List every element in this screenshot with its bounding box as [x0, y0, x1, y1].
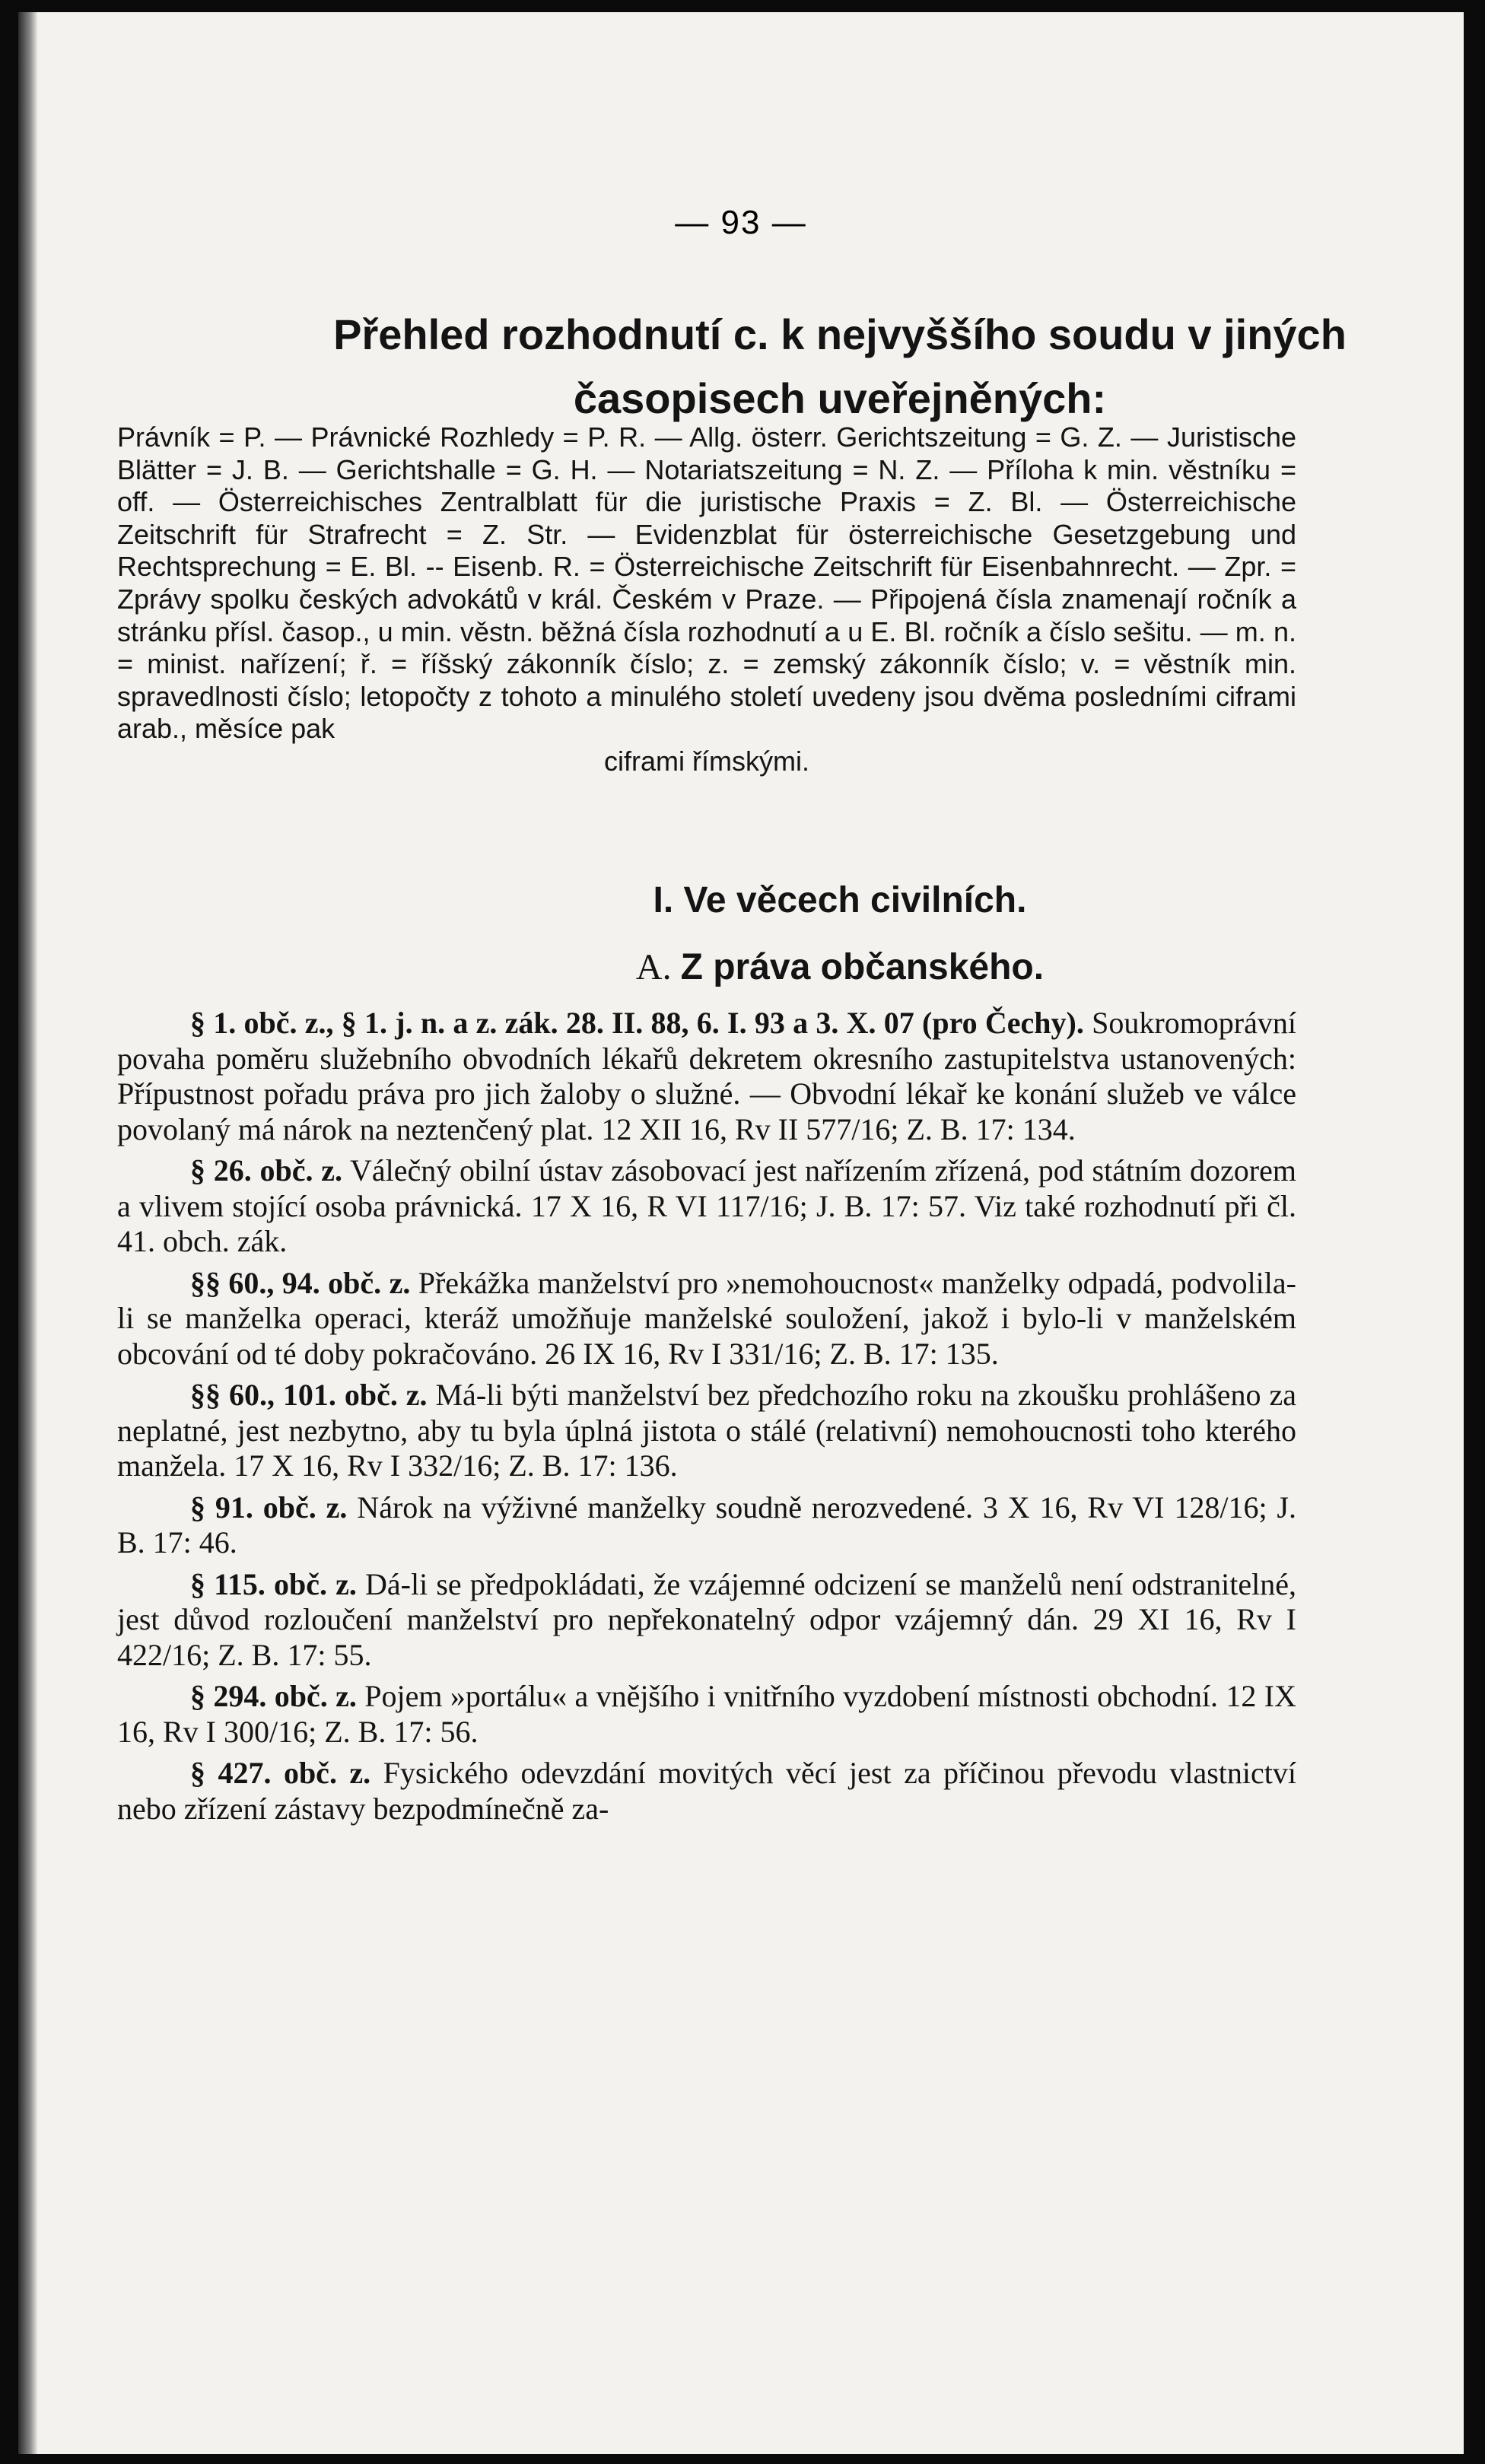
entry	[117, 1679, 1296, 1750]
book-page	[18, 12, 1464, 2454]
entry-text: Překážka manželství pro »nemohoucnost« manželky odpadá, podvolila-li se manželka operaci, kteráž umožňuje manželské souložení, jakož i bylo-li v manželském obcování od té doby pokračováno. 26 IX 16, Rv I 331/16; Z. B. 17: 135.	[117, 1265, 1296, 1371]
entry-reference: § 427. obč. z.	[190, 1756, 371, 1790]
entry-text: Má-li býti manželství bez předchozího roku na zkoušku prohlášeno za neplatné, jest nezbytno, aby tu byla úplná jistota o stálé (relativní) nemohoucnosti toho kterého manžela. 17 X 16, Rv I 332/16; Z. B. 17: 136.	[117, 1378, 1296, 1483]
entry-reference: § 1. obč. z., § 1. j. n. a z. zák. 28. II. 88, 6. I. 93 a 3. X. 07 (pro Čechy).	[190, 1006, 1084, 1040]
subsection-title	[117, 946, 1464, 988]
entry-reference: § 26. obč. z.	[190, 1153, 342, 1187]
entry-reference: §§ 60., 94. obč. z.	[190, 1265, 411, 1300]
abbreviations-paragraph	[117, 421, 1296, 778]
entry-reference: §§ 60., 101. obč. z.	[190, 1378, 428, 1412]
abbreviations-last-line: ciframi římskými.	[604, 745, 809, 777]
entry	[117, 1490, 1296, 1561]
entry	[117, 1567, 1296, 1674]
subsection-name: Z práva občanského.	[680, 947, 1045, 987]
entry-reference: § 91. obč. z.	[190, 1490, 348, 1525]
entry-reference: § 294. obč. z.	[190, 1679, 357, 1713]
entries-list	[117, 1006, 1296, 1833]
entry	[117, 1006, 1296, 1147]
heading-line-1: Přehled rozhodnutí c. k nejvyššího soudu v jiných	[333, 310, 1347, 358]
page-heading	[117, 303, 1464, 431]
entry-text: Fysického odevzdání movitých věcí jest za příčinou převodu vlastnictví nebo zřízení zástavy bezpodmínečně za-	[117, 1756, 1296, 1826]
entry-text: Dá-li se předpokládati, že vzájemné odcizení se manželů není odstranitelné, jest důvod rozloučení manželství pro nepřekonatelný odpor vzájemný dán. 29 XI 16, Rv I 422/16; Z. B. 17: 55.	[117, 1566, 1297, 1672]
entry-text: Soukromoprávní povaha poměru služebního obvodních lékařů dekretem okresního zastupitelstva ustanovených: Přípustnost pořadu práva pro jich žaloby o služné. — Obvodní lékař ke konání služeb ve válce povolaný má nárok na neztenčený plat. 12 XII 16, Rv II 577/16; Z. B. 17: 134.	[117, 1006, 1296, 1146]
entry	[117, 1266, 1296, 1372]
abbreviations-text: Právník = P. — Právnické Rozhledy = P. R. — Allg. österr. Gerichtszeitung = G. Z. — Juristische Blätter = J. B. — Gerichtshalle = G. H. — Notariatszeitung = N. Z. — Příloha k min. věstníku = off. — Österreichisches Zentralblatt für die juristische Praxis = Z. Bl. — Österreichische Zeitschrift für Strafrecht = Z. Str. — Evidenzblat für österreichische Gesetzgebung und Rechtsprechung = E. Bl. -- Eisenb. R. = Österreichische Zeitschrift für Eisenbahnrecht. — Zpr. = Zprávy spolku českých advokátů v král. Českém v Praze. — Připojená čísla znamenají ročník a stránku přísl. časop., u min. věstn. běžná čísla rozhodnutí a u E. Bl. ročník a číslo sešitu. — m. n. = minist. nařízení; ř. = říšský zákonník číslo; z. = zemský zákonník číslo; v. = věstník min. spravedlnosti číslo; letopočty z tohoto a minulého století uvedeny jsou dvěma posledními ciframi arab., měsíce pak	[117, 421, 1296, 745]
entry-reference: § 115. obč. z.	[190, 1566, 357, 1601]
heading-line-2: časopisech uveřejněných:	[573, 374, 1107, 422]
entry	[117, 1153, 1296, 1260]
entry	[117, 1756, 1296, 1827]
entry	[117, 1378, 1296, 1484]
section-title: I. Ve věcech civilních.	[653, 880, 1027, 920]
entry-text: Nárok na výživné manželky soudně nerozvedené. 3 X 16, Rv VI 128/16; J. B. 17: 46.	[117, 1490, 1297, 1559]
page-number: — 93 —	[675, 204, 807, 241]
entry-text: Válečný obilní ústav zásobovací jest nařízením zřízená, pod státním dozorem a vlivem stojící osoba právnická. 17 X 16, R VI 117/16; J. B. 17: 57. Viz také rozhodnutí při čl. 41. obch. zák.	[117, 1153, 1296, 1258]
entry-text: Pojem »portálu« a vnějšího i vnitřního vyzdobení místnosti obchodní. 12 IX 16, Rv I 300/16; Z. B. 17: 56.	[117, 1679, 1296, 1749]
subsection-prefix: A.	[635, 947, 672, 987]
